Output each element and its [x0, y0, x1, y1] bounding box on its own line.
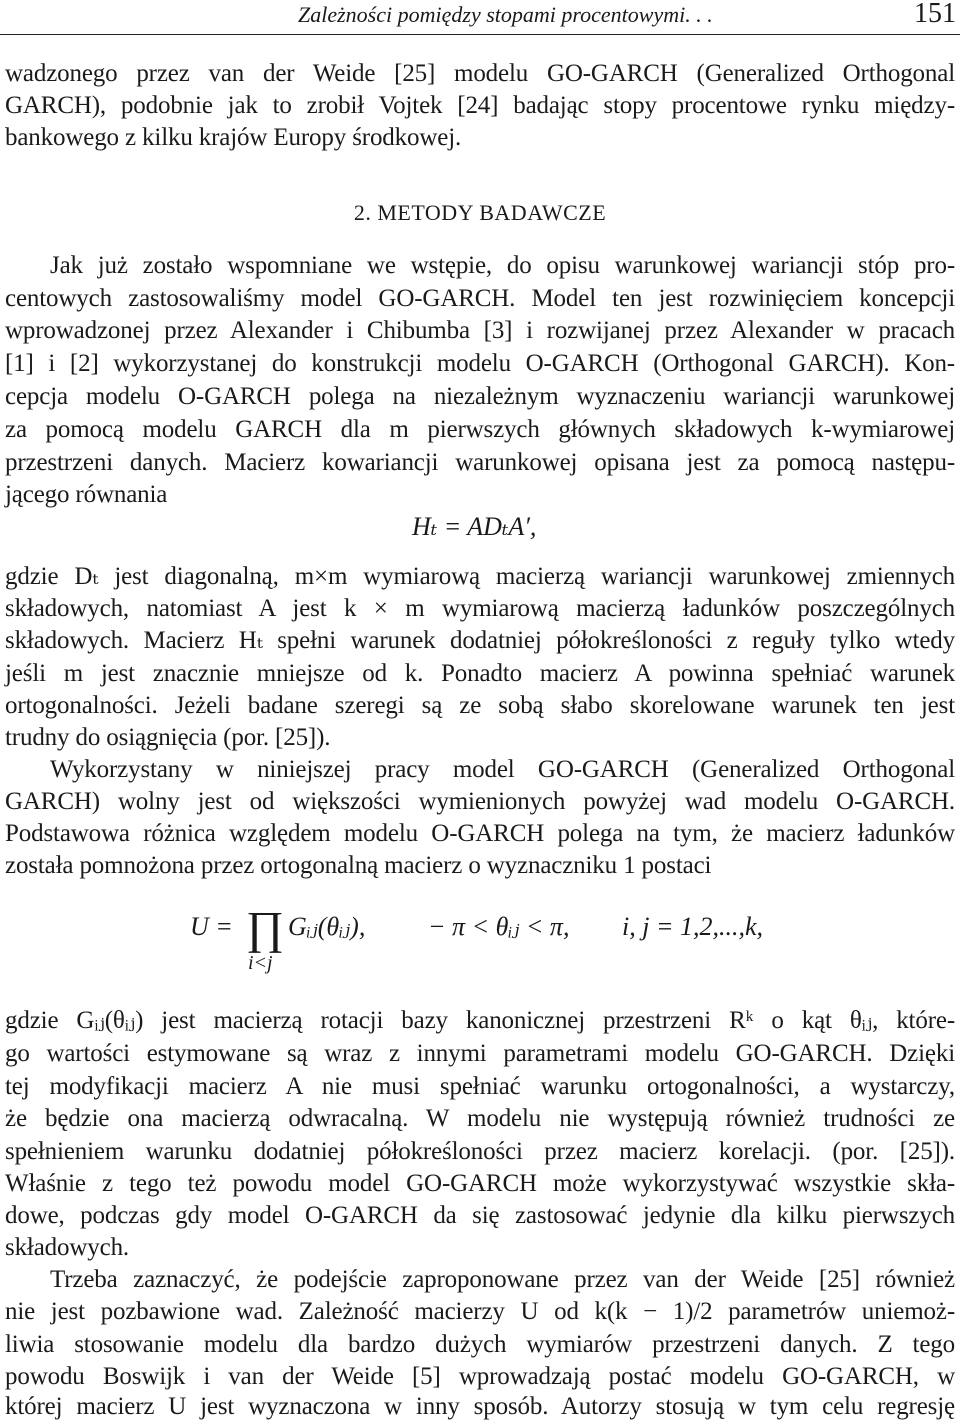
- running-title: Zależności pomiędzy stopami procentowymi. . .: [298, 2, 713, 27]
- header-rule: [0, 34, 960, 35]
- equation-lhs: U =: [190, 912, 233, 941]
- paragraph-line: wprowadzonej przez Alexander i Chibumba [3] i rozwijanej przez Alexander w pracach: [5, 317, 955, 344]
- equation-term: Gᵢⱼ(θᵢⱼ),: [288, 912, 366, 941]
- equation-indices: i, j = 1,2,...,k,: [622, 912, 764, 941]
- paragraph-line: liwia stosowanie modelu dla bardzo dużych wymiarów przestrzeni danych. Z tego: [5, 1331, 955, 1358]
- paragraph-line: GARCH) wolny jest od większości wymienionych powyżej wad modelu O-GARCH.: [5, 788, 955, 815]
- paragraph-line: została pomnożona przez ortogonalną macierz o wyznaczniku 1 postaci: [5, 852, 712, 879]
- paragraph-line: trudny do osiągnięcia (por. [25]).: [5, 724, 331, 751]
- paragraph-line: której macierz U jest wyznaczona w inny sposób. Autorzy stosują w tym celu regresję: [5, 1393, 955, 1420]
- page-header: [0, 0, 960, 34]
- paragraph-line: Jak już zostało wspomniane we wstępie, do opisu warunkowej wariancji stóp pro-: [50, 252, 955, 279]
- section-heading: 2. METODY BADAWCZE: [353, 200, 607, 225]
- paragraph-line: GARCH), podobnie jak to zrobił Vojtek [24] badając stopy procentowe rynku między-: [5, 92, 955, 119]
- paragraph-line: za pomocą modelu GARCH dla m pierwszych głównych składowych k-wymiarowej: [5, 416, 955, 443]
- paragraph-line: składowych. Macierz Hₜ spełni warunek dodatniej półokreśloności z reguły tylko wtedy: [5, 627, 955, 654]
- paragraph-line: jeśli m jest znacznie mniejsze od k. Ponadto macierz A powinna spełniać warunek: [5, 660, 955, 687]
- paragraph-line: bankowego z kilku krajów Europy środkowej.: [5, 124, 462, 151]
- paragraph-line: nie jest pozbawione wad. Zależność macierzy U od k(k − 1)/2 parametrów uniemoż-: [5, 1298, 955, 1325]
- page-number: 151: [914, 0, 956, 29]
- paragraph-line: składowych.: [5, 1234, 130, 1261]
- paragraph-line: składowych, natomiast A jest k × m wymiarową macierzą ładunków poszczególnych: [5, 595, 955, 622]
- paragraph-line: ortogonalności. Jeżeli badane szeregi są ze sobą słabo skorelowane warunek ten jest: [5, 692, 955, 719]
- paragraph-line: powodu Boswijk i van der Weide [5] wprowadzają postać modelu GO-GARCH, w: [5, 1363, 955, 1390]
- product-index: i<j: [248, 952, 273, 974]
- paragraph-line: że będzie ona macierzą odwracalną. W modelu nie występują również trudności ze: [5, 1105, 955, 1132]
- product-symbol: ∏: [246, 902, 284, 953]
- paragraph-line: spełnieniem warunku dodatniej półokreśloności przez macierz korelacji. (por. [25]).: [5, 1138, 955, 1165]
- paragraph-line: dowe, podczas gdy model O-GARCH da się zastosować jedynie dla kilku pierwszych: [5, 1202, 955, 1229]
- paragraph-line: Właśnie z tego też powodu model GO-GARCH może wykorzystywać wszystkie skła-: [5, 1170, 955, 1197]
- paragraph-line: gdzie Dₜ jest diagonalną, m×m wymiarową macierzą wariancji warunkowej zmiennych: [5, 563, 955, 590]
- equation-constraint: − π < θᵢⱼ < π,: [428, 912, 570, 941]
- paragraph-line: go wartości estymowane są wraz z innymi parametrami modelu GO-GARCH. Dzięki: [5, 1040, 955, 1067]
- paragraph-line: Podstawowa różnica względem modelu O-GARCH polega na tym, że macierz ładunków: [5, 820, 955, 847]
- paragraph-line: Trzeba zaznaczyć, że podejście zaproponowane przez van der Weide [25] również: [50, 1266, 955, 1293]
- paragraph-line: przestrzeni danych. Macierz kowariancji warunkowej opisana jest za pomocą następu-: [5, 449, 955, 476]
- paragraph-line: tej modyfikacji macierz A nie musi spełniać warunku ortogonalności, a wystarczy,: [5, 1073, 955, 1100]
- equation-covariance: Hₜ = ADₜA′,: [412, 512, 537, 541]
- paragraph-line: jącego równania: [5, 481, 168, 508]
- paragraph-line: centowych zastosowaliśmy model GO-GARCH. Model ten jest rozwinięciem koncepcji: [5, 285, 955, 312]
- paragraph-line: Wykorzystany w niniejszej pracy model GO-GARCH (Generalized Orthogonal: [50, 756, 955, 783]
- paragraph-line: wadzonego przez van der Weide [25] modelu GO-GARCH (Generalized Orthogonal: [5, 60, 955, 87]
- paragraph-line: gdzie Gᵢⱼ(θᵢⱼ) jest macierzą rotacji bazy kanonicznej przestrzeni Rᵏ o kąt θᵢⱼ, które-: [5, 1007, 955, 1034]
- paragraph-line: cepcja modelu O-GARCH polega na niezależnym wyznaczeniu wariancji warunkowej: [5, 383, 955, 410]
- paragraph-line: [1] i [2] wykorzystanej do konstrukcji modelu O-GARCH (Orthogonal GARCH). Kon-: [5, 350, 955, 377]
